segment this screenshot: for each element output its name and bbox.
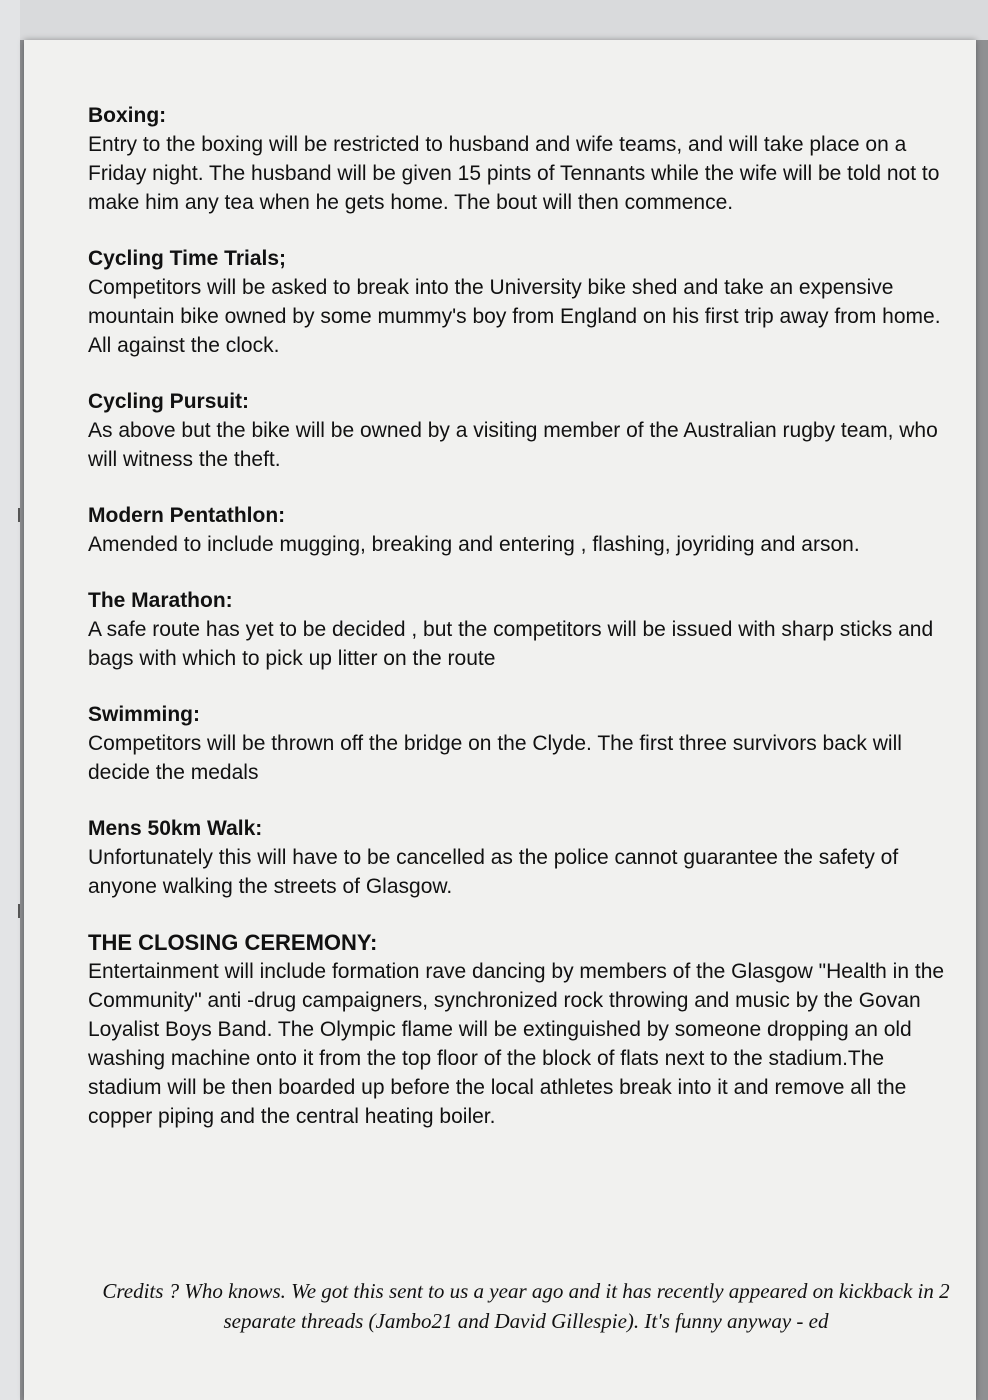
- section-mens-50km-walk: [88, 815, 960, 901]
- section-closing-ceremony: [88, 929, 960, 1131]
- section-heading: THE CLOSING CEREMONY:: [88, 930, 378, 955]
- section-text: A safe route has yet to be decided , but the competitors will be issued with sharp sticks and bags with which to pick up litter on the route: [88, 618, 934, 670]
- section-modern-pentathlon: [88, 502, 960, 559]
- scan-left-margin: [0, 0, 20, 1400]
- section-swimming: [88, 701, 960, 787]
- section-heading: Swimming:: [88, 703, 201, 726]
- section-text: Entertainment will include formation rave dancing by members of the Glasgow "Health in the Community" anti -drug campaigners, synchronized rock throwing and music by the Govan Loyalist Boys Band. The Olympic flame will be extinguished by someone dropping an old washing machine onto it from the top floor of the block of flats next to the stadium.The stadium will be then boarded up before the local athletes break into it and remove all the copper piping and the central heating boiler.: [88, 960, 945, 1128]
- section-text: Amended to include mugging, breaking and entering , flashing, joyriding and arson.: [88, 533, 860, 556]
- section-heading: Cycling Pursuit:: [88, 390, 250, 413]
- section-cycling-pursuit: [88, 388, 960, 474]
- page-edge-mark: [18, 904, 20, 918]
- section-text: As above but the bike will be owned by a visiting member of the Australian rugby team, who will witness the theft.: [88, 419, 938, 471]
- section-text: Competitors will be asked to break into the University bike shed and take an expensive mountain bike owned by some mummy's boy from England on his first trip away from home. All against the clock.: [88, 276, 941, 357]
- page-edge-mark: [18, 508, 20, 522]
- section-cycling-time-trials: [88, 245, 960, 360]
- section-heading: Cycling Time Trials;: [88, 247, 287, 270]
- section-text: Unfortunately this will have to be cancelled as the police cannot guarantee the safety of anyone walking the streets of Glasgow.: [88, 846, 899, 898]
- section-heading: Modern Pentathlon:: [88, 504, 286, 527]
- section-heading: Mens 50km Walk:: [88, 817, 263, 840]
- section-heading: Boxing:: [88, 104, 167, 127]
- article-body: [88, 102, 960, 1159]
- section-text: Competitors will be thrown off the bridge on the Clyde. The first three survivors back will decide the medals: [88, 732, 902, 784]
- editor-credits-note: Credits ? Who knows. We got this sent to us a year ago and it has recently appeared on kickback in 2 separate threads (Jambo21 and David Gillespie). It's funny anyway - ed: [102, 1279, 950, 1333]
- section-heading: The Marathon:: [88, 589, 233, 612]
- section-marathon: [88, 587, 960, 673]
- scan-top-margin: [0, 0, 988, 40]
- section-boxing: [88, 102, 960, 217]
- section-text: Entry to the boxing will be restricted to husband and wife teams, and will take place on a Friday night. The husband will be given 15 pints of Tennants while the wife will be told not to make him any tea when he gets home. The bout will then commence.: [88, 133, 940, 214]
